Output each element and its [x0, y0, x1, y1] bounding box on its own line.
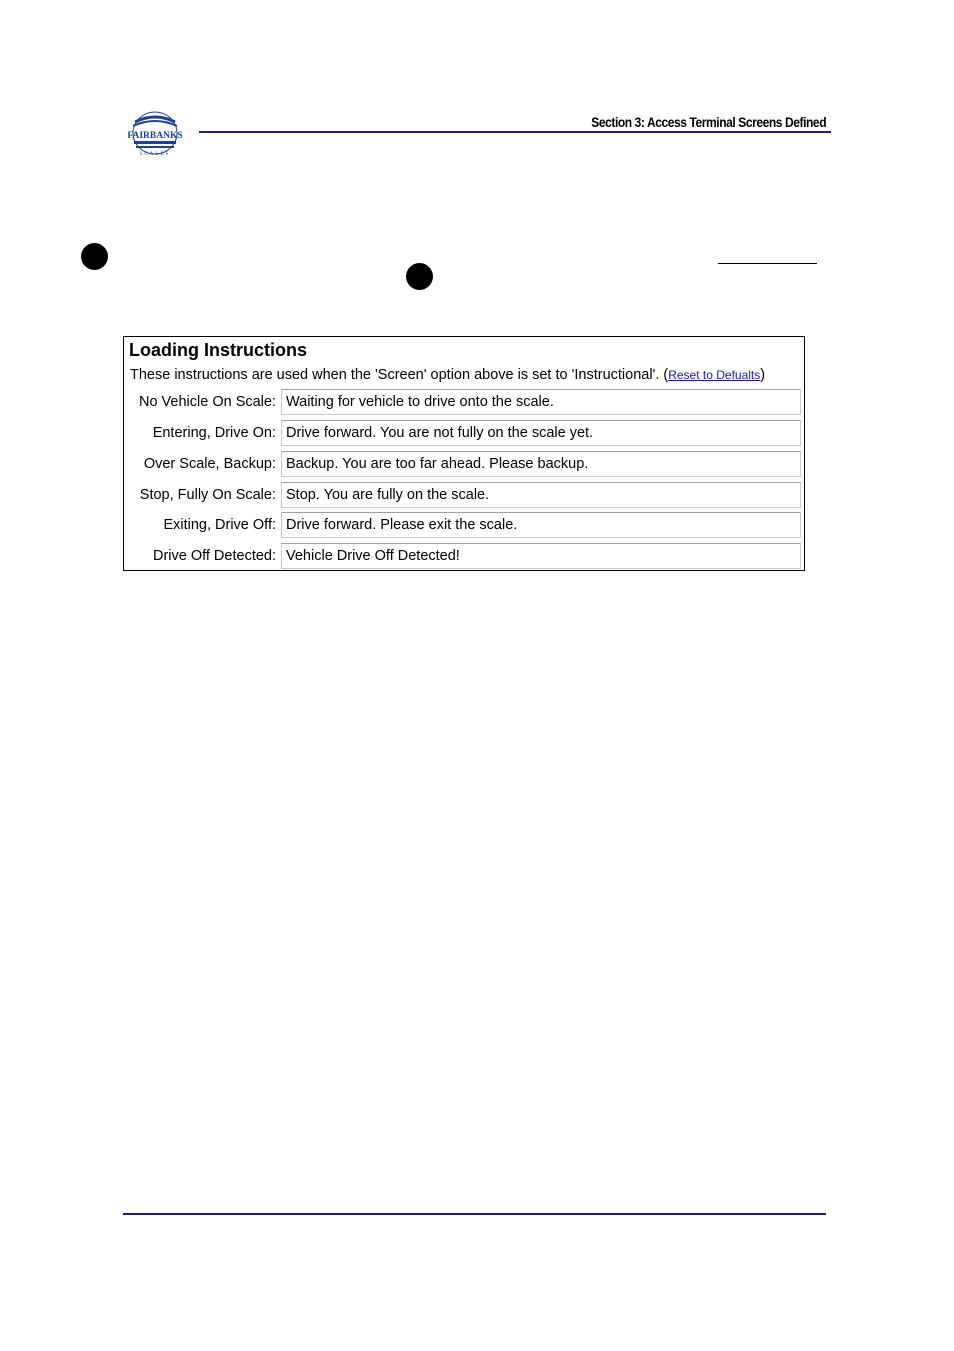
panel-description [130, 367, 765, 383]
row-label: Drive Off Detected: [152, 548, 276, 564]
loading-instructions-panel [123, 336, 805, 571]
callout-bullet-1 [81, 243, 108, 270]
fairbanks-logo [125, 110, 185, 156]
row-label: Exiting, Drive Off: [163, 517, 276, 533]
description-suffix: ) [760, 367, 766, 383]
entering-input[interactable]: Drive forward. You are not fully on the scale yet. [281, 420, 801, 446]
exiting-input[interactable]: Drive forward. Please exit the scale. [281, 512, 801, 538]
row-drive-off [124, 543, 804, 571]
row-label: No Vehicle On Scale: [138, 394, 276, 410]
row-no-vehicle [124, 389, 804, 417]
row-label: Over Scale, Backup: [143, 456, 276, 472]
section-title: Section 3: Access Terminal Screens Defined [591, 114, 826, 130]
footer-rule [123, 1213, 826, 1215]
row-exiting [124, 512, 804, 540]
logo-text: FAIRBANKS [127, 131, 183, 141]
row-over-scale [124, 451, 804, 479]
stop-input[interactable]: Stop. You are fully on the scale. [281, 482, 801, 508]
row-entering [124, 420, 804, 448]
no-vehicle-input[interactable]: Waiting for vehicle to drive onto the scale. [281, 389, 801, 415]
logo-subtext: SCALES [139, 152, 171, 156]
underline-mark [718, 263, 817, 264]
row-stop [124, 482, 804, 510]
callout-bullet-2 [406, 263, 433, 290]
panel-title: Loading Instructions [129, 340, 307, 360]
over-scale-input[interactable]: Backup. You are too far ahead. Please backup. [281, 451, 801, 477]
row-label: Stop, Fully On Scale: [139, 487, 276, 503]
header-rule [199, 131, 831, 133]
description-text: These instructions are used when the 'Screen' option above is set to 'Instructional'. ( [130, 367, 669, 383]
row-label: Entering, Drive On: [152, 425, 276, 441]
drive-off-input[interactable]: Vehicle Drive Off Detected! [281, 543, 801, 569]
reset-to-defaults-link[interactable]: Reset to Defualts [668, 368, 761, 382]
